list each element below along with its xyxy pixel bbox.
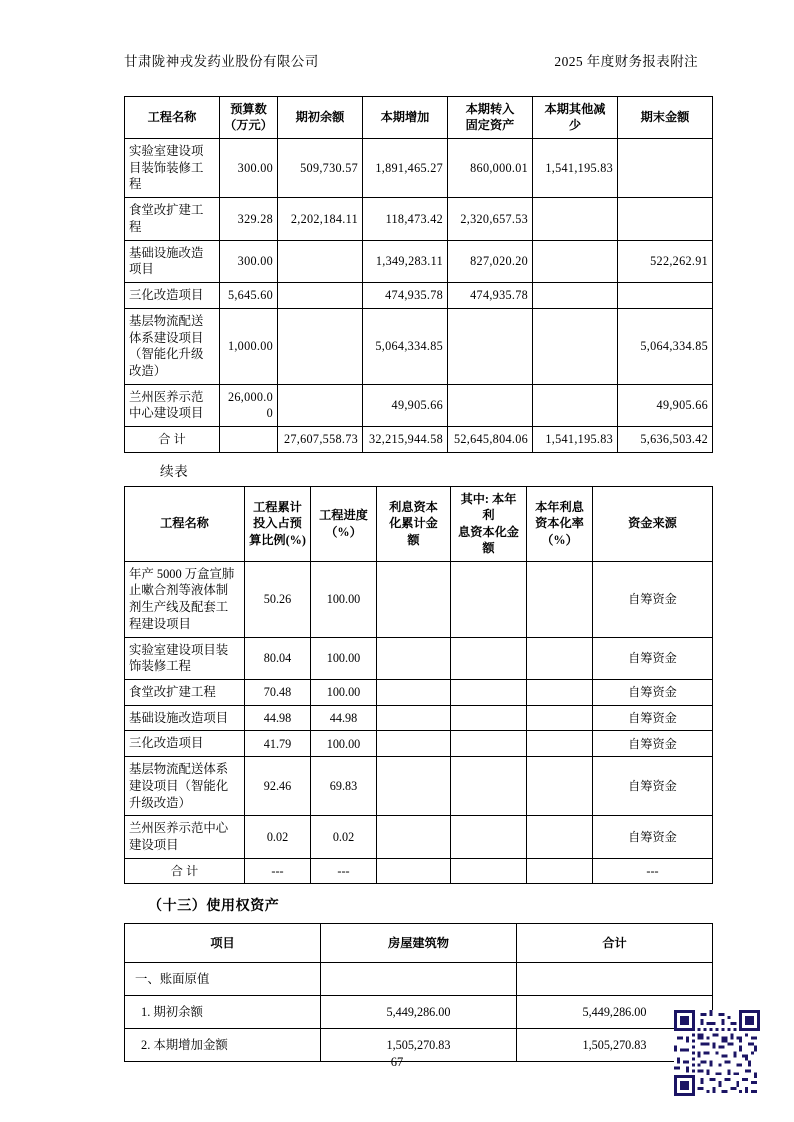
cell-funding-source: 自筹资金 [593,731,713,757]
table-header-row [125,97,713,139]
cell-capitalization-rate [527,637,593,679]
col-interest-capitalized-cumulative: 利息资本 化累计金 额 [377,486,451,561]
cell-ratio: 41.79 [245,731,311,757]
cell-interest-cumulative [377,816,451,858]
cell-total-transfer: 52,645,804.06 [448,427,533,452]
table-row [125,198,713,240]
cell-budget: 300.00 [220,240,278,282]
cell-ending-balance: 5,064,334.85 [618,308,713,384]
cell-budget: 329.28 [220,198,278,240]
cell-capitalization-rate [527,816,593,858]
cell-total-ending-balance: 5,636,503.42 [618,427,713,452]
cell-beginning-balance [278,240,363,282]
table-row [125,679,713,705]
cell-project-name: 实验室建设项目装饰装修工程 [125,138,220,197]
cell-project-name: 兰州医养示范中心建设项目 [125,816,245,858]
cell-capitalization-rate [527,679,593,705]
cell-other-decrease [533,283,618,309]
cell-budget: 26,000.00 [220,384,278,426]
cell-ending-balance: 522,262.91 [618,240,713,282]
col-project-name: 工程名称 [125,97,220,139]
document-content [124,96,712,1062]
cell-buildings: 1,505,270.83 [321,1029,517,1062]
cell-beginning-balance [278,308,363,384]
cell-progress: 69.83 [311,757,377,816]
cell-interest-current-year [451,816,527,858]
cell-project-name: 基层物流配送体系建设项目（智能化升级改造） [125,757,245,816]
cell-ratio: 0.02 [245,816,311,858]
cell-budget: 1,000.00 [220,308,278,384]
cell-total-funding-source: --- [593,858,713,883]
cell-project-name: 食堂改扩建工程 [125,198,220,240]
cell-item-name: 2. 本期增加金额 [125,1029,321,1062]
cell-project-name: 三化改造项目 [125,731,245,757]
right-of-use-assets-table [124,923,713,1062]
cell-progress: 44.98 [311,705,377,731]
cell-current-increase: 1,891,465.27 [363,138,448,197]
cell-project-name: 基层物流配送体系建设项目（智能化升级改造） [125,308,220,384]
table-row [125,240,713,282]
cell-project-name: 三化改造项目 [125,283,220,309]
cell-total-current-increase: 32,215,944.58 [363,427,448,452]
cell-capitalization-rate [527,705,593,731]
cell-ratio: 50.26 [245,561,311,637]
cell-budget: 5,645.60 [220,283,278,309]
cell-budget: 300.00 [220,138,278,197]
cell-other-decrease [533,240,618,282]
page-header [124,50,698,70]
cell-interest-current-year [451,561,527,637]
table-row [125,637,713,679]
cell-current-increase: 474,935.78 [363,283,448,309]
cell-interest-current-year [451,637,527,679]
cell-interest-current-year [451,731,527,757]
cell-transfer: 2,320,657.53 [448,198,533,240]
cell-capitalization-rate [527,731,593,757]
table-total-row [125,858,713,883]
cell-total-interest-cumulative [377,858,451,883]
cell-ending-balance [618,138,713,197]
cell-transfer: 474,935.78 [448,283,533,309]
col-project-name: 工程名称 [125,486,245,561]
cell-current-increase: 5,064,334.85 [363,308,448,384]
cell-progress: 100.00 [311,731,377,757]
cell-funding-source: 自筹资金 [593,757,713,816]
cell-funding-source: 自筹资金 [593,705,713,731]
cell-funding-source: 自筹资金 [593,679,713,705]
cell-beginning-balance: 509,730.57 [278,138,363,197]
cell-beginning-balance [278,283,363,309]
cell-total: 5,449,286.00 [517,996,713,1029]
header-document-title: 2025 年度财务报表附注 [554,54,698,69]
col-funding-source: 资金来源 [593,486,713,561]
cell-beginning-balance: 2,202,184.11 [278,198,363,240]
col-capitalization-rate: 本年利息 资本化率 （%） [527,486,593,561]
cell-other-decrease: 1,541,195.83 [533,138,618,197]
cell-interest-current-year [451,679,527,705]
cell-ratio: 92.46 [245,757,311,816]
cell-project-name: 食堂改扩建工程 [125,679,245,705]
cell-ending-balance [618,198,713,240]
cell-ending-balance [618,283,713,309]
cell-transfer: 860,000.01 [448,138,533,197]
cell-capitalization-rate [527,561,593,637]
cell-progress: 100.00 [311,561,377,637]
cell-ratio: 44.98 [245,705,311,731]
construction-in-progress-continued-table [124,486,713,885]
construction-in-progress-table [124,96,713,453]
table-header-row [125,486,713,561]
cell-funding-source: 自筹资金 [593,816,713,858]
col-current-increase: 本期增加 [363,97,448,139]
cell-item-name: 一、账面原值 [125,963,321,996]
cell-total-other-decrease: 1,541,195.83 [533,427,618,452]
cell-beginning-balance [278,384,363,426]
cell-project-name: 基础设施改造项目 [125,705,245,731]
cell-interest-cumulative [377,561,451,637]
table-row [125,757,713,816]
table-row [125,705,713,731]
col-project-progress: 工程进度 （%） [311,486,377,561]
col-ending-balance: 期末金额 [618,97,713,139]
cell-total: 1,505,270.83 [517,1029,713,1062]
cell-interest-cumulative [377,679,451,705]
col-buildings: 房屋建筑物 [321,924,517,963]
table-row [125,731,713,757]
cell-total-ratio: --- [245,858,311,883]
col-item: 项目 [125,924,321,963]
cell-progress: 100.00 [311,637,377,679]
table-total-row [125,427,713,452]
cell-ending-balance: 49,905.66 [618,384,713,426]
cell-transfer: 827,020.20 [448,240,533,282]
col-transfer-to-fixed-assets: 本期转入 固定资产 [448,97,533,139]
cell-buildings [321,963,517,996]
cell-project-name: 年产 5000 万盒宣肺止嗽合剂等液体制剂生产线及配套工程建设项目 [125,561,245,637]
cell-other-decrease [533,198,618,240]
cell-funding-source: 自筹资金 [593,637,713,679]
col-cumulative-investment-ratio: 工程累计 投入占预 算比例(%) [245,486,311,561]
table-row [125,996,713,1029]
table-row [125,138,713,197]
cell-current-increase: 1,349,283.11 [363,240,448,282]
table-row [125,384,713,426]
table-row [125,963,713,996]
cell-capitalization-rate [527,757,593,816]
cell-ratio: 80.04 [245,637,311,679]
cell-funding-source: 自筹资金 [593,561,713,637]
cell-total-interest-current-year [451,858,527,883]
cell-interest-cumulative [377,705,451,731]
cell-interest-cumulative [377,757,451,816]
cell-project-name: 实验室建设项目装饰装修工程 [125,637,245,679]
table-row [125,308,713,384]
cell-total-progress: --- [311,858,377,883]
cell-ratio: 70.48 [245,679,311,705]
cell-progress: 0.02 [311,816,377,858]
col-other-decrease: 本期其他减 少 [533,97,618,139]
cell-total-beginning-balance: 27,607,558.73 [278,427,363,452]
cell-total-capitalization-rate [527,858,593,883]
cell-project-name: 兰州医养示范中心建设项目 [125,384,220,426]
cell-current-increase: 118,473.42 [363,198,448,240]
cell-other-decrease [533,384,618,426]
section-title-right-of-use-assets: （十三）使用权资产 [148,899,280,915]
continued-table-label: 续表 [160,463,189,479]
cell-total [517,963,713,996]
cell-item-name: 1. 期初余额 [125,996,321,1029]
cell-total-budget [220,427,278,452]
cell-other-decrease [533,308,618,384]
col-interest-capitalized-current-year: 其中: 本年利 息资本化金 额 [451,486,527,561]
cell-interest-cumulative [377,731,451,757]
cell-interest-current-year [451,705,527,731]
cell-progress: 100.00 [311,679,377,705]
cell-current-increase: 49,905.66 [363,384,448,426]
qr-code [674,1010,760,1096]
col-beginning-balance: 期初余额 [278,97,363,139]
cell-interest-cumulative [377,637,451,679]
cell-total-label: 合 计 [125,858,245,883]
page-number: 67 [390,1055,404,1069]
header-company-name: 甘肃陇神戎发药业股份有限公司 [124,54,319,69]
cell-total-label: 合 计 [125,427,220,452]
col-total: 合计 [517,924,713,963]
cell-project-name: 基础设施改造项目 [125,240,220,282]
cell-buildings: 5,449,286.00 [321,996,517,1029]
cell-interest-current-year [451,757,527,816]
cell-transfer [448,384,533,426]
col-budget: 预算数 （万元） [220,97,278,139]
cell-transfer [448,308,533,384]
table-header-row [125,924,713,963]
table-row [125,561,713,637]
table-row [125,283,713,309]
table-row [125,816,713,858]
